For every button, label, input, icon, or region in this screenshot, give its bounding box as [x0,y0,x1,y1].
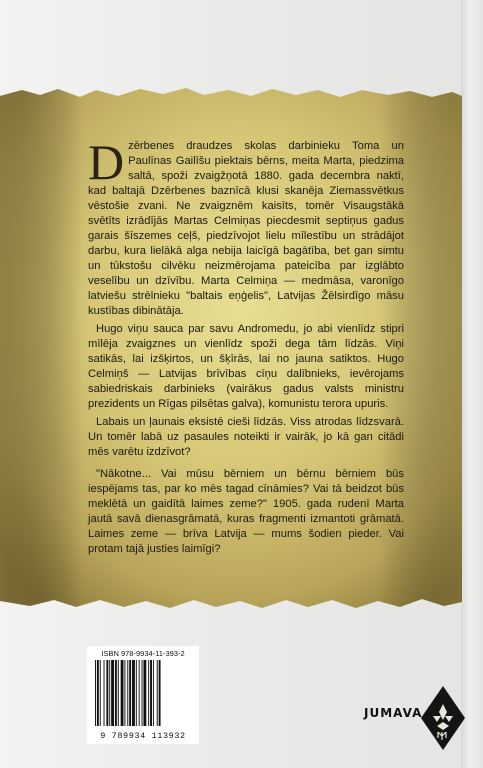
blurb-paragraph-4: "Nākotne... Vai mūsu bērniem un bērnu bērniem būs iespējams tas, par ko mēs tagad cīnāmies? Vai tā beidzot būs meklētā un gaidītā laimes zeme?" 1905. gada rudenī Marta jautā savā dienasgrāmatā, kuras fragmenti izmantoti grāmatā. Laimes zeme — brīva Latvija — mums šodien pieder. Vai protam tajā justies laimīgi? [88,468,404,555]
publisher-name: JUMAVA [364,706,423,720]
isbn-digits: 9 789934 113932 [100,731,186,741]
publisher-logo-icon [421,686,465,750]
blurb-text [88,134,404,560]
drop-cap: D [88,134,125,190]
barcode-bars [87,646,199,744]
blurb-paragraph-3: Labais un ļaunais eksistē cieši līdzās. Viss atrodas līdzsvarā. Un tomēr labā uz pasaules noteikti ir vairāk, jo kā gan citādi mēs varētu izdzīvot? [88,416,404,458]
blurb-paragraph-1 [88,134,404,319]
isbn-barcode [87,646,199,744]
paragraph-1-text: zērbenes draudzes skolas darbinieku Toma un Paulīnas Gailīšu piektais bērns, meita Marta, piedzima saltā, spoži zvaigžņotā 1880. gada decembra naktī, kad baltajā Dzērbenes baznīcā klusi skanēja Ziemassvētkus vēstošie zvani. Ne zvaigznēm kaisīts, tomēr Visaugstākā svētīts izrādījās Martas Celmiņas piecdesmit septiņus gadus garais šīszemes ceļš, piedzīvojot lielu mīlestību un strādājot darbu, kura lielākā alga nebija laicīgā bagātība, bet gan simtu un tūkstošu cilvēku neizmērojama pateicība par izglābto veselību un dzīvību. Marta Celmiņa — medmāsa, varonīgo latviešu strēlnieku "baltais eņģelis", Latvijas Žēlsirdīgo māsu kustības dibinātāja. [88,140,404,317]
blurb-paragraph-2: Hugo viņu sauca par savu Andromedu, jo abi vienlīdz stipri mīlēja zvaigznes un vienlīdz spoži dega tām līdzās. Viņi satikās, lai izšķirtos, un šķīrās, lai no jauna satiktos. Hugo Celmiņš — Latvijas brīvības cīņu dalībnieks, ievērojams sabiedriskais darbinieks (vairākus gadus valsts ministru prezidents un Rīgas pilsētas galva), komunistu terora upuris. [88,323,404,410]
isbn-label: ISBN 978-9934-11-393-2 [101,649,185,658]
